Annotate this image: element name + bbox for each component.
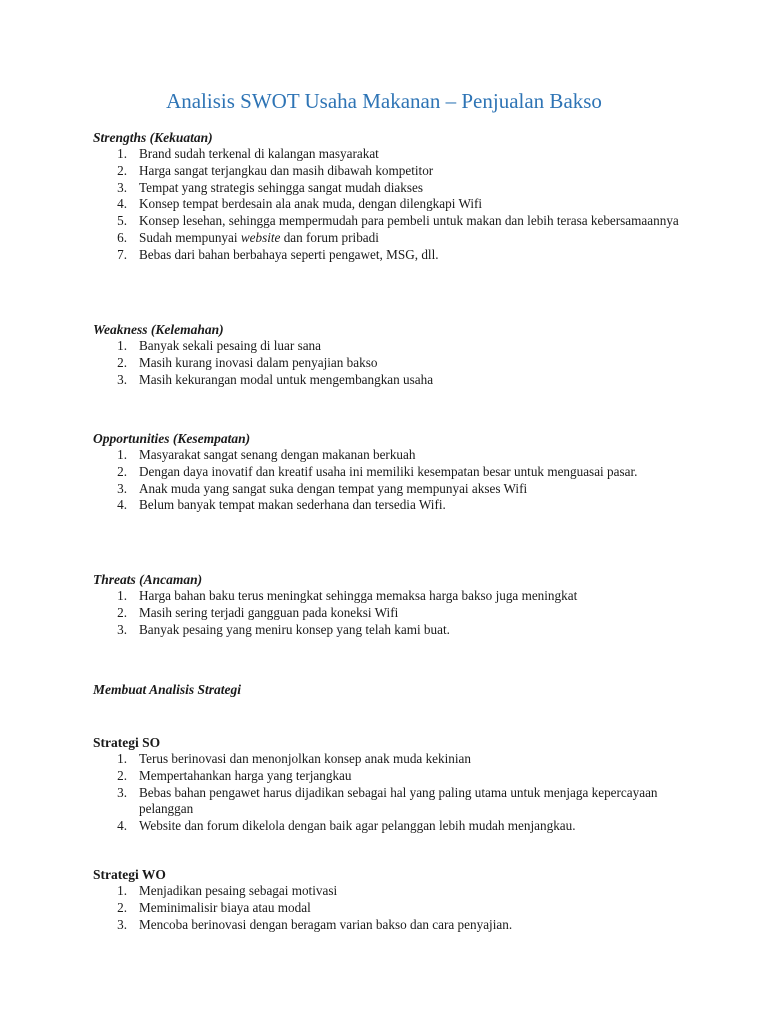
document-title: Analisis SWOT Usaha Makanan – Penjualan Bakso (166, 89, 602, 113)
list-item-number: 1. (117, 338, 127, 353)
strengths-section (93, 129, 693, 264)
list-item-number: 4. (117, 196, 127, 212)
list-item-number: 3. (117, 916, 127, 932)
list-item-number: 3. (117, 621, 127, 637)
list-item-text: Terus berinovasi dan menonjolkan konsep anak muda kekinian (139, 751, 471, 766)
strategi-so-heading: Strategi SO (93, 735, 161, 750)
list-item-number: 2. (117, 162, 127, 178)
list-item-text: Website dan forum dikelola dengan baik agar pelanggan lebih mudah menjangkau. (139, 818, 576, 834)
list-item (93, 447, 693, 464)
list-item-text: Menjadikan pesaing sebagai motivasi (139, 883, 338, 898)
list-item-number: 3. (117, 179, 127, 195)
list-item (93, 883, 693, 900)
list-item-number: 1. (117, 146, 127, 161)
list-item (93, 338, 693, 355)
list-item-number: 7. (117, 246, 127, 262)
strategi-wo-list (93, 883, 693, 933)
strengths-heading: Strengths (Kekuatan) (93, 130, 213, 145)
list-item (93, 785, 693, 819)
weakness-section (93, 321, 693, 388)
list-item-text: Harga bahan baku terus meningkat sehingga memaksa harga bakso juga meningkat (139, 588, 578, 603)
list-item (93, 355, 693, 372)
list-item (93, 588, 693, 605)
list-item-number: 3. (117, 784, 127, 800)
strategi-so-list (93, 751, 693, 835)
list-item (93, 818, 693, 835)
list-item (93, 768, 693, 785)
opportunities-heading: Opportunities (Kesempatan) (93, 431, 251, 446)
list-item (93, 751, 693, 768)
list-item-number: 3. (117, 371, 127, 387)
list-item (93, 464, 693, 481)
strengths-list (93, 146, 693, 264)
list-item (93, 900, 693, 917)
list-item (93, 230, 693, 247)
list-item (93, 247, 693, 264)
list-item-text: Brand sudah terkenal di kalangan masyarakat (139, 146, 379, 161)
list-item-text: Masih kurang inovasi dalam penyajian bakso (139, 354, 378, 370)
list-item-number: 2. (117, 767, 127, 783)
list-item-text: Masyarakat sangat senang dengan makanan berkuah (139, 447, 416, 462)
list-item-number: 2. (117, 354, 127, 370)
threats-section (93, 571, 693, 638)
strategy-heading: Membuat Analisis Strategi (93, 682, 242, 697)
list-item (93, 622, 693, 639)
list-item-number: 6. (117, 229, 127, 245)
weakness-heading: Weakness (Kelemahan) (93, 322, 224, 337)
list-item (93, 372, 693, 389)
list-item-number: 4. (117, 497, 127, 513)
list-item-text: Harga sangat terjangkau dan masih dibawah kompetitor (139, 162, 434, 178)
list-item-number: 2. (117, 463, 127, 479)
list-item-text: dan forum pribadi (280, 229, 379, 245)
list-item (93, 213, 693, 230)
list-item-text: Bebas dari bahan berbahaya seperti pengawet, MSG, dll. (139, 246, 439, 262)
list-item-text: Anak muda yang sangat suka dengan tempat yang mempunyai akses Wifi (139, 480, 528, 496)
list-item-number: 4. (117, 818, 127, 834)
opportunities-list (93, 447, 693, 514)
list-item-text: Dengan daya inovatif dan kreatif usaha ini memiliki kesempatan besar untuk menguasai pasar. (139, 463, 638, 479)
list-item-text: Belum banyak tempat makan sederhana dan tersedia Wifi. (139, 497, 446, 513)
list-item-text: Bebas bahan pengawet harus dijadikan sebagai hal yang paling utama untuk menjaga kepercayaan pelanggan (139, 784, 658, 817)
strategi-so-section (93, 734, 693, 835)
list-item (93, 497, 693, 514)
list-item-text: Tempat yang strategis sehingga sangat mudah diakses (139, 179, 424, 195)
list-item-text: Mencoba berinovasi dengan beragam varian bakso dan cara penyajian. (139, 916, 513, 932)
list-item-text: Banyak pesaing yang meniru konsep yang telah kami buat. (139, 621, 450, 637)
opportunities-section (93, 430, 693, 514)
list-item-text: Mempertahankan harga yang terjangkau (139, 767, 352, 783)
list-item-text: Masih kekurangan modal untuk mengembangkan usaha (139, 371, 434, 387)
list-item (93, 917, 693, 934)
threats-heading: Threats (Ancaman) (93, 572, 203, 587)
strategy-section (93, 681, 693, 698)
list-item-number: 1. (117, 883, 127, 898)
threats-list (93, 588, 693, 638)
list-item-number: 5. (117, 213, 127, 229)
list-item-number: 2. (117, 604, 127, 620)
list-item (93, 180, 693, 197)
list-item-text: Sudah mempunyai (139, 229, 241, 245)
list-item-text: Konsep lesehan, sehingga mempermudah para pembeli untuk makan dan lebih terasa kebersamaannya (139, 213, 679, 229)
list-item-number: 3. (117, 480, 127, 496)
list-item-text: Meminimalisir biaya atau modal (139, 899, 311, 915)
strategi-wo-heading: Strategi WO (93, 867, 166, 882)
strategi-wo-section (93, 866, 693, 933)
list-item-emphasis: website (240, 229, 281, 245)
list-item-text: Banyak sekali pesaing di luar sana (139, 338, 322, 353)
list-item (93, 146, 693, 163)
list-item-number: 1. (117, 588, 127, 603)
weakness-list (93, 338, 693, 388)
list-item (93, 163, 693, 180)
list-item-text: Konsep tempat berdesain ala anak muda, dengan dilengkapi Wifi (139, 196, 483, 212)
list-item-number: 1. (117, 751, 127, 766)
list-item-number: 2. (117, 899, 127, 915)
list-item-text: Masih sering terjadi gangguan pada koneksi Wifi (139, 604, 399, 620)
list-item-number: 1. (117, 447, 127, 462)
list-item (93, 481, 693, 498)
list-item (93, 196, 693, 213)
list-item (93, 605, 693, 622)
